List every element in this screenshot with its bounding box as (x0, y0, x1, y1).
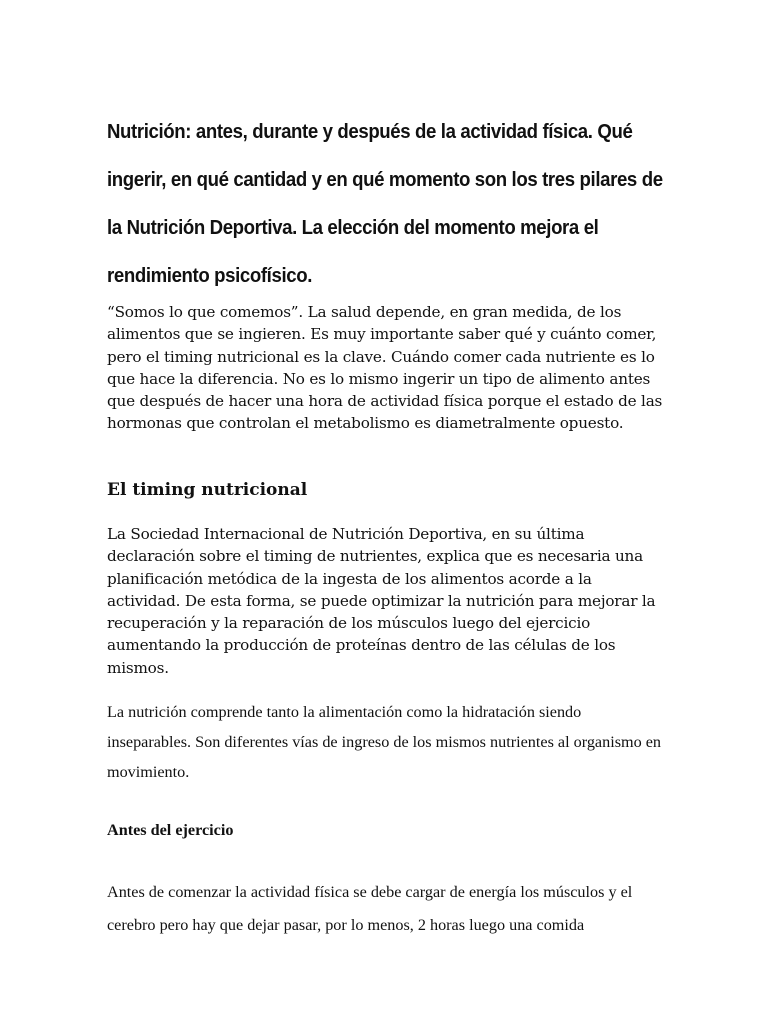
timing-paragraph: La Sociedad Internacional de Nutrición Deportiva, en su última declaración sobre el timing de nutrientes, explica que es necesaria una planificación metódica de la ingesta de los alimentos acorde a la actividad. De esta forma, se puede optimizar la nutrición para mejorar la recuperación y la reparación de los músculos luego del ejercicio aumentando la producción de proteínas dentro de las células de los mismos. (107, 525, 656, 677)
antes-paragraph: Antes de comenzar la actividad física se debe cargar de energía los músculos y el cerebro pero hay que dejar pasar, por lo menos, 2 horas luego una comida (107, 883, 633, 934)
hydration-paragraph: La nutrición comprende tanto la alimentación como la hidratación siendo inseparables. Son diferentes vías de ingreso de los mismos nutrientes al organismo en movimiento. (107, 703, 662, 781)
lead-heading: Nutrición: antes, durante y después de la actividad física. Qué ingerir, en qué cantidad y en qué momento son los tres pilares de la Nutrición Deportiva. La elección del momento mejora el rendimiento psicofísico. (107, 121, 663, 287)
section-heading-timing: El timing nutricional (107, 480, 308, 500)
intro-paragraph: “Somos lo que comemos”. La salud depende, en gran medida, de los alimentos que se ingieren. Es muy importante saber qué y cuánto comer, pero el timing nutricional es la clave. Cuándo comer cada nutriente es lo que hace la diferencia. No es lo mismo ingerir un tipo de alimento antes que después de hacer una hora de actividad física porque el estado de las hormonas que controlan el metabolismo es diametralmente opuesto. (107, 303, 663, 433)
section-heading-antes: Antes del ejercicio (107, 821, 234, 839)
